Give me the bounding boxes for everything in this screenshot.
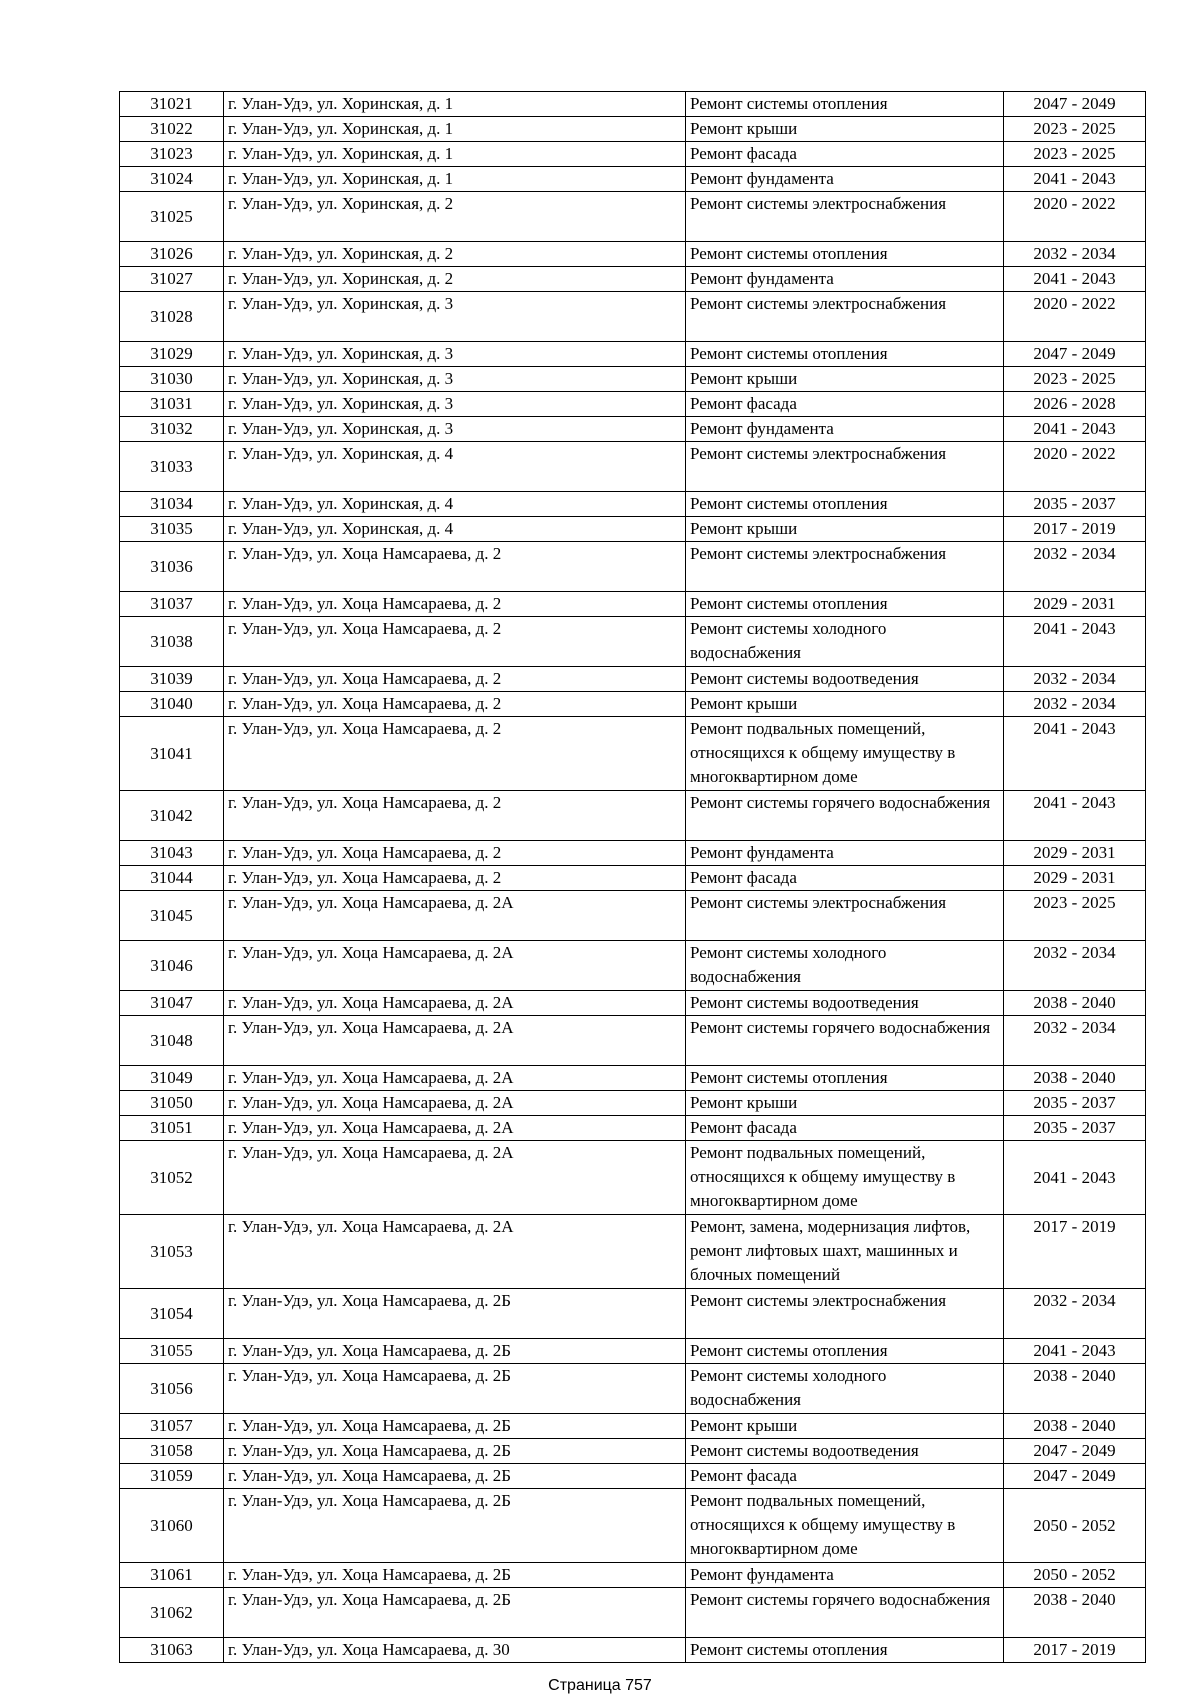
work-type-cell: Ремонт крыши bbox=[686, 117, 1004, 142]
work-type-cell: Ремонт фундамента bbox=[686, 417, 1004, 442]
period-cell: 2023 - 2025 bbox=[1004, 117, 1146, 142]
period-cell: 2035 - 2037 bbox=[1004, 492, 1146, 517]
table-row bbox=[120, 866, 1146, 891]
work-type-cell: Ремонт системы электроснабжения bbox=[686, 192, 1004, 242]
address-cell: г. Улан-Удэ, ул. Хоца Намсараева, д. 2 bbox=[224, 717, 686, 791]
table-row bbox=[120, 342, 1146, 367]
row-number-cell: 31057 bbox=[120, 1414, 224, 1439]
table-row bbox=[120, 367, 1146, 392]
address-cell: г. Улан-Удэ, ул. Хоца Намсараева, д. 2 bbox=[224, 667, 686, 692]
table-row bbox=[120, 1563, 1146, 1588]
work-type-cell: Ремонт системы отопления bbox=[686, 492, 1004, 517]
row-number-cell: 31040 bbox=[120, 692, 224, 717]
work-type-cell: Ремонт фундамента bbox=[686, 841, 1004, 866]
period-cell: 2038 - 2040 bbox=[1004, 1414, 1146, 1439]
work-type-cell: Ремонт фундамента bbox=[686, 167, 1004, 192]
row-number-cell: 31047 bbox=[120, 991, 224, 1016]
period-cell: 2041 - 2043 bbox=[1004, 617, 1146, 667]
work-type-cell: Ремонт крыши bbox=[686, 517, 1004, 542]
period-cell: 2038 - 2040 bbox=[1004, 1364, 1146, 1414]
table-row bbox=[120, 242, 1146, 267]
row-number-cell: 31044 bbox=[120, 866, 224, 891]
table-row bbox=[120, 1638, 1146, 1663]
table-row bbox=[120, 692, 1146, 717]
address-cell: г. Улан-Удэ, ул. Хоца Намсараева, д. 2Б bbox=[224, 1439, 686, 1464]
table-row bbox=[120, 592, 1146, 617]
row-number-cell: 31051 bbox=[120, 1116, 224, 1141]
address-cell: г. Улан-Удэ, ул. Хоца Намсараева, д. 2А bbox=[224, 1215, 686, 1289]
address-cell: г. Улан-Удэ, ул. Хоринская, д. 2 bbox=[224, 267, 686, 292]
table-row bbox=[120, 717, 1146, 791]
work-type-cell: Ремонт фасада bbox=[686, 392, 1004, 417]
address-cell: г. Улан-Удэ, ул. Хоринская, д. 2 bbox=[224, 242, 686, 267]
row-number-cell: 31059 bbox=[120, 1464, 224, 1489]
table-row bbox=[120, 392, 1146, 417]
work-type-cell: Ремонт системы отопления bbox=[686, 592, 1004, 617]
period-cell: 2023 - 2025 bbox=[1004, 367, 1146, 392]
address-cell: г. Улан-Удэ, ул. Хоца Намсараева, д. 2А bbox=[224, 1016, 686, 1066]
period-cell: 2038 - 2040 bbox=[1004, 991, 1146, 1016]
work-type-cell: Ремонт системы электроснабжения bbox=[686, 542, 1004, 592]
period-cell: 2017 - 2019 bbox=[1004, 1215, 1146, 1289]
row-number-cell: 31022 bbox=[120, 117, 224, 142]
period-cell: 2041 - 2043 bbox=[1004, 791, 1146, 841]
period-cell: 2041 - 2043 bbox=[1004, 417, 1146, 442]
work-type-cell: Ремонт системы электроснабжения bbox=[686, 442, 1004, 492]
work-type-cell: Ремонт системы отопления bbox=[686, 1066, 1004, 1091]
table-row bbox=[120, 1588, 1146, 1638]
repair-schedule-table bbox=[119, 91, 1146, 1663]
table-row bbox=[120, 117, 1146, 142]
row-number-cell: 31032 bbox=[120, 417, 224, 442]
row-number-cell: 31033 bbox=[120, 442, 224, 492]
address-cell: г. Улан-Удэ, ул. Хоринская, д. 3 bbox=[224, 292, 686, 342]
period-cell: 2020 - 2022 bbox=[1004, 442, 1146, 492]
period-cell: 2029 - 2031 bbox=[1004, 592, 1146, 617]
address-cell: г. Улан-Удэ, ул. Хоца Намсараева, д. 2 bbox=[224, 866, 686, 891]
address-cell: г. Улан-Удэ, ул. Хоца Намсараева, д. 2 bbox=[224, 841, 686, 866]
work-type-cell: Ремонт системы отопления bbox=[686, 1339, 1004, 1364]
address-cell: г. Улан-Удэ, ул. Хоринская, д. 3 bbox=[224, 367, 686, 392]
period-cell: 2038 - 2040 bbox=[1004, 1066, 1146, 1091]
table-row bbox=[120, 1215, 1146, 1289]
period-cell: 2023 - 2025 bbox=[1004, 142, 1146, 167]
work-type-cell: Ремонт системы электроснабжения bbox=[686, 891, 1004, 941]
period-cell: 2020 - 2022 bbox=[1004, 192, 1146, 242]
table-row bbox=[120, 92, 1146, 117]
table-row bbox=[120, 791, 1146, 841]
work-type-cell: Ремонт системы отопления bbox=[686, 92, 1004, 117]
table-row bbox=[120, 267, 1146, 292]
work-type-cell: Ремонт подвальных помещений, относящихся к общему имуществу в многоквартирном доме bbox=[686, 1489, 1004, 1563]
table-row bbox=[120, 442, 1146, 492]
work-type-cell: Ремонт системы электроснабжения bbox=[686, 292, 1004, 342]
table-row bbox=[120, 1339, 1146, 1364]
period-cell: 2032 - 2034 bbox=[1004, 1289, 1146, 1339]
address-cell: г. Улан-Удэ, ул. Хоринская, д. 4 bbox=[224, 517, 686, 542]
period-cell: 2029 - 2031 bbox=[1004, 841, 1146, 866]
address-cell: г. Улан-Удэ, ул. Хоринская, д. 1 bbox=[224, 167, 686, 192]
work-type-cell: Ремонт крыши bbox=[686, 692, 1004, 717]
period-cell: 2041 - 2043 bbox=[1004, 717, 1146, 791]
period-cell: 2041 - 2043 bbox=[1004, 167, 1146, 192]
address-cell: г. Улан-Удэ, ул. Хоринская, д. 1 bbox=[224, 117, 686, 142]
row-number-cell: 31026 bbox=[120, 242, 224, 267]
address-cell: г. Улан-Удэ, ул. Хоца Намсараева, д. 2 bbox=[224, 692, 686, 717]
table-row bbox=[120, 667, 1146, 692]
address-cell: г. Улан-Удэ, ул. Хоринская, д. 3 bbox=[224, 417, 686, 442]
row-number-cell: 31031 bbox=[120, 392, 224, 417]
row-number-cell: 31060 bbox=[120, 1489, 224, 1563]
period-cell: 2047 - 2049 bbox=[1004, 1439, 1146, 1464]
row-number-cell: 31052 bbox=[120, 1141, 224, 1215]
period-cell: 2047 - 2049 bbox=[1004, 92, 1146, 117]
row-number-cell: 31030 bbox=[120, 367, 224, 392]
address-cell: г. Улан-Удэ, ул. Хоца Намсараева, д. 2 bbox=[224, 791, 686, 841]
period-cell: 2041 - 2043 bbox=[1004, 1141, 1146, 1215]
table-row bbox=[120, 1141, 1146, 1215]
period-cell: 2032 - 2034 bbox=[1004, 1016, 1146, 1066]
table-row bbox=[120, 142, 1146, 167]
work-type-cell: Ремонт системы отопления bbox=[686, 242, 1004, 267]
address-cell: г. Улан-Удэ, ул. Хоца Намсараева, д. 2Б bbox=[224, 1563, 686, 1588]
work-type-cell: Ремонт системы водоотведения bbox=[686, 1439, 1004, 1464]
address-cell: г. Улан-Удэ, ул. Хоринская, д. 4 bbox=[224, 442, 686, 492]
work-type-cell: Ремонт системы горячего водоснабжения bbox=[686, 1016, 1004, 1066]
row-number-cell: 31035 bbox=[120, 517, 224, 542]
work-type-cell: Ремонт фасада bbox=[686, 866, 1004, 891]
work-type-cell: Ремонт фундамента bbox=[686, 1563, 1004, 1588]
row-number-cell: 31027 bbox=[120, 267, 224, 292]
period-cell: 2047 - 2049 bbox=[1004, 342, 1146, 367]
row-number-cell: 31050 bbox=[120, 1091, 224, 1116]
row-number-cell: 31039 bbox=[120, 667, 224, 692]
table-row bbox=[120, 517, 1146, 542]
table-row bbox=[120, 941, 1146, 991]
row-number-cell: 31028 bbox=[120, 292, 224, 342]
table-row bbox=[120, 292, 1146, 342]
row-number-cell: 31024 bbox=[120, 167, 224, 192]
period-cell: 2032 - 2034 bbox=[1004, 692, 1146, 717]
period-cell: 2035 - 2037 bbox=[1004, 1116, 1146, 1141]
row-number-cell: 31049 bbox=[120, 1066, 224, 1091]
row-number-cell: 31055 bbox=[120, 1339, 224, 1364]
table-row bbox=[120, 417, 1146, 442]
work-type-cell: Ремонт, замена, модернизация лифтов, ремонт лифтовых шахт, машинных и блочных помещений bbox=[686, 1215, 1004, 1289]
row-number-cell: 31034 bbox=[120, 492, 224, 517]
address-cell: г. Улан-Удэ, ул. Хоца Намсараева, д. 2А bbox=[224, 1066, 686, 1091]
work-type-cell: Ремонт крыши bbox=[686, 1091, 1004, 1116]
table-row bbox=[120, 1489, 1146, 1563]
work-type-cell: Ремонт системы горячего водоснабжения bbox=[686, 791, 1004, 841]
work-type-cell: Ремонт подвальных помещений, относящихся к общему имуществу в многоквартирном доме bbox=[686, 1141, 1004, 1215]
address-cell: г. Улан-Удэ, ул. Хоца Намсараева, д. 2Б bbox=[224, 1414, 686, 1439]
period-cell: 2029 - 2031 bbox=[1004, 866, 1146, 891]
address-cell: г. Улан-Удэ, ул. Хоца Намсараева, д. 2Б bbox=[224, 1489, 686, 1563]
row-number-cell: 31056 bbox=[120, 1364, 224, 1414]
table-row bbox=[120, 991, 1146, 1016]
work-type-cell: Ремонт системы холодного водоснабжения bbox=[686, 941, 1004, 991]
period-cell: 2026 - 2028 bbox=[1004, 392, 1146, 417]
period-cell: 2041 - 2043 bbox=[1004, 1339, 1146, 1364]
table-row bbox=[120, 192, 1146, 242]
work-type-cell: Ремонт фасада bbox=[686, 1464, 1004, 1489]
row-number-cell: 31023 bbox=[120, 142, 224, 167]
address-cell: г. Улан-Удэ, ул. Хоца Намсараева, д. 2 bbox=[224, 617, 686, 667]
row-number-cell: 31053 bbox=[120, 1215, 224, 1289]
work-type-cell: Ремонт фасада bbox=[686, 142, 1004, 167]
address-cell: г. Улан-Удэ, ул. Хоца Намсараева, д. 2А bbox=[224, 1091, 686, 1116]
period-cell: 2041 - 2043 bbox=[1004, 267, 1146, 292]
period-cell: 2017 - 2019 bbox=[1004, 1638, 1146, 1663]
row-number-cell: 31048 bbox=[120, 1016, 224, 1066]
address-cell: г. Улан-Удэ, ул. Хоца Намсараева, д. 2А bbox=[224, 941, 686, 991]
table-row bbox=[120, 1464, 1146, 1489]
row-number-cell: 31062 bbox=[120, 1588, 224, 1638]
table-row bbox=[120, 1016, 1146, 1066]
address-cell: г. Улан-Удэ, ул. Хоца Намсараева, д. 2Б bbox=[224, 1289, 686, 1339]
work-type-cell: Ремонт фасада bbox=[686, 1116, 1004, 1141]
table-body bbox=[120, 92, 1146, 1663]
period-cell: 2023 - 2025 bbox=[1004, 891, 1146, 941]
row-number-cell: 31025 bbox=[120, 192, 224, 242]
work-type-cell: Ремонт системы отопления bbox=[686, 1638, 1004, 1663]
row-number-cell: 31036 bbox=[120, 542, 224, 592]
address-cell: г. Улан-Удэ, ул. Хоринская, д. 3 bbox=[224, 392, 686, 417]
work-type-cell: Ремонт крыши bbox=[686, 367, 1004, 392]
work-type-cell: Ремонт системы холодного водоснабжения bbox=[686, 1364, 1004, 1414]
address-cell: г. Улан-Удэ, ул. Хоца Намсараева, д. 2Б bbox=[224, 1339, 686, 1364]
work-type-cell: Ремонт системы водоотведения bbox=[686, 991, 1004, 1016]
table-row bbox=[120, 542, 1146, 592]
period-cell: 2047 - 2049 bbox=[1004, 1464, 1146, 1489]
address-cell: г. Улан-Удэ, ул. Хоца Намсараева, д. 30 bbox=[224, 1638, 686, 1663]
address-cell: г. Улан-Удэ, ул. Хоца Намсараева, д. 2 bbox=[224, 542, 686, 592]
period-cell: 2032 - 2034 bbox=[1004, 667, 1146, 692]
table-row bbox=[120, 617, 1146, 667]
row-number-cell: 31038 bbox=[120, 617, 224, 667]
table-row bbox=[120, 1066, 1146, 1091]
address-cell: г. Улан-Удэ, ул. Хоринская, д. 1 bbox=[224, 92, 686, 117]
table-row bbox=[120, 1091, 1146, 1116]
row-number-cell: 31045 bbox=[120, 891, 224, 941]
period-cell: 2020 - 2022 bbox=[1004, 292, 1146, 342]
period-cell: 2032 - 2034 bbox=[1004, 941, 1146, 991]
address-cell: г. Улан-Удэ, ул. Хоца Намсараева, д. 2А bbox=[224, 1116, 686, 1141]
period-cell: 2050 - 2052 bbox=[1004, 1489, 1146, 1563]
table-row bbox=[120, 1364, 1146, 1414]
work-type-cell: Ремонт системы электроснабжения bbox=[686, 1289, 1004, 1339]
row-number-cell: 31029 bbox=[120, 342, 224, 367]
page-number: Страница 757 bbox=[548, 1677, 652, 1694]
work-type-cell: Ремонт фундамента bbox=[686, 267, 1004, 292]
address-cell: г. Улан-Удэ, ул. Хоца Намсараева, д. 2А bbox=[224, 1141, 686, 1215]
work-type-cell: Ремонт системы холодного водоснабжения bbox=[686, 617, 1004, 667]
address-cell: г. Улан-Удэ, ул. Хоца Намсараева, д. 2Б bbox=[224, 1464, 686, 1489]
address-cell: г. Улан-Удэ, ул. Хоринская, д. 1 bbox=[224, 142, 686, 167]
address-cell: г. Улан-Удэ, ул. Хоца Намсараева, д. 2А bbox=[224, 991, 686, 1016]
period-cell: 2050 - 2052 bbox=[1004, 1563, 1146, 1588]
row-number-cell: 31037 bbox=[120, 592, 224, 617]
row-number-cell: 31054 bbox=[120, 1289, 224, 1339]
table-row bbox=[120, 841, 1146, 866]
address-cell: г. Улан-Удэ, ул. Хоца Намсараева, д. 2Б bbox=[224, 1364, 686, 1414]
row-number-cell: 31021 bbox=[120, 92, 224, 117]
work-type-cell: Ремонт системы отопления bbox=[686, 342, 1004, 367]
address-cell: г. Улан-Удэ, ул. Хоца Намсараева, д. 2Б bbox=[224, 1588, 686, 1638]
address-cell: г. Улан-Удэ, ул. Хоца Намсараева, д. 2 bbox=[224, 592, 686, 617]
address-cell: г. Улан-Удэ, ул. Хоринская, д. 3 bbox=[224, 342, 686, 367]
address-cell: г. Улан-Удэ, ул. Хоринская, д. 2 bbox=[224, 192, 686, 242]
work-type-cell: Ремонт системы горячего водоснабжения bbox=[686, 1588, 1004, 1638]
table-row bbox=[120, 891, 1146, 941]
row-number-cell: 31058 bbox=[120, 1439, 224, 1464]
row-number-cell: 31046 bbox=[120, 941, 224, 991]
period-cell: 2032 - 2034 bbox=[1004, 542, 1146, 592]
period-cell: 2017 - 2019 bbox=[1004, 517, 1146, 542]
period-cell: 2032 - 2034 bbox=[1004, 242, 1146, 267]
address-cell: г. Улан-Удэ, ул. Хоринская, д. 4 bbox=[224, 492, 686, 517]
table-row bbox=[120, 1414, 1146, 1439]
row-number-cell: 31043 bbox=[120, 841, 224, 866]
row-number-cell: 31042 bbox=[120, 791, 224, 841]
period-cell: 2035 - 2037 bbox=[1004, 1091, 1146, 1116]
table-row bbox=[120, 167, 1146, 192]
address-cell: г. Улан-Удэ, ул. Хоца Намсараева, д. 2А bbox=[224, 891, 686, 941]
table-row bbox=[120, 1289, 1146, 1339]
period-cell: 2038 - 2040 bbox=[1004, 1588, 1146, 1638]
work-type-cell: Ремонт крыши bbox=[686, 1414, 1004, 1439]
row-number-cell: 31061 bbox=[120, 1563, 224, 1588]
work-type-cell: Ремонт системы водоотведения bbox=[686, 667, 1004, 692]
row-number-cell: 31063 bbox=[120, 1638, 224, 1663]
table-row bbox=[120, 1116, 1146, 1141]
table-row bbox=[120, 492, 1146, 517]
table-row bbox=[120, 1439, 1146, 1464]
row-number-cell: 31041 bbox=[120, 717, 224, 791]
work-type-cell: Ремонт подвальных помещений, относящихся к общему имуществу в многоквартирном доме bbox=[686, 717, 1004, 791]
